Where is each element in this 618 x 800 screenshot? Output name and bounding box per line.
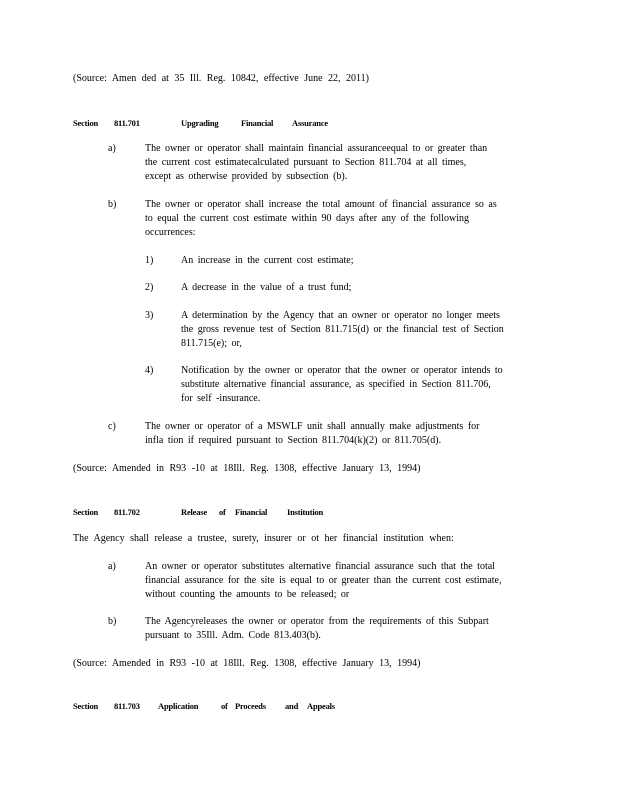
source-note-702: (Source: Amended in R93 -10 at 18Ill. Reg. 1308, effective January 13, 1994) bbox=[73, 658, 421, 669]
section-number: 811.703 bbox=[114, 701, 140, 711]
section-heading-811-702 bbox=[73, 506, 373, 518]
text-line: The owner or operator shall maintain financial assuranceequal to or greater than bbox=[145, 143, 488, 154]
item-label-1: 1) bbox=[145, 255, 154, 266]
section-label: Section bbox=[73, 118, 99, 128]
text-line: financial assurance for the site is equal to or greater than the current cost estimate, bbox=[145, 575, 502, 586]
section-heading-811-703 bbox=[73, 700, 373, 712]
text-line: An increase in the current cost estimate; bbox=[181, 255, 354, 266]
subsection-text-a bbox=[145, 560, 501, 602]
subsection-label-b: b) bbox=[108, 616, 117, 627]
text-line: An owner or operator substitutes alternative financial assurance such that the total bbox=[145, 561, 495, 572]
item-label-4: 4) bbox=[145, 365, 154, 376]
text-line: for self -insurance. bbox=[181, 393, 261, 404]
text-line: The Agencyreleases the owner or operator from the requirements of this Subpart bbox=[145, 616, 489, 627]
section-title-word: Proceeds bbox=[235, 701, 266, 711]
text-line: except as otherwise provided by subsection (b). bbox=[145, 171, 348, 182]
section-title-word: Financial bbox=[241, 118, 274, 128]
subsection-text-c bbox=[145, 420, 479, 448]
text-line: The owner or operator shall increase the total amount of financial assurance so as bbox=[145, 199, 497, 210]
source-note-top: (Source: Amen ded at 35 Ill. Reg. 10842, effective June 22, 2011) bbox=[73, 73, 369, 84]
subsection-label-a: a) bbox=[108, 561, 116, 572]
subsection-text-b bbox=[145, 198, 497, 240]
text-line: the current cost estimatecalculated pursuant to Section 811.704 at all times, bbox=[145, 157, 467, 168]
section-label: Section bbox=[73, 507, 99, 517]
section-heading-811-701 bbox=[73, 117, 373, 129]
text-line: without counting the amounts to be released; or bbox=[145, 589, 350, 600]
section-title-word: Institution bbox=[287, 507, 324, 517]
item-text-4 bbox=[181, 364, 503, 406]
text-line: A determination by the Agency that an owner or operator no longer meets bbox=[181, 310, 500, 321]
item-label-2: 2) bbox=[145, 282, 154, 293]
text-line: infla tion if required pursuant to Section 811.704(k)(2) or 811.705(d). bbox=[145, 435, 442, 446]
section-title-word: Upgrading bbox=[181, 118, 219, 128]
text-line: The owner or operator of a MSWLF unit shall annually make adjustments for bbox=[145, 421, 480, 432]
item-label-3: 3) bbox=[145, 310, 154, 321]
text-line: occurrences: bbox=[145, 227, 196, 238]
item-text-2 bbox=[181, 281, 351, 295]
subsection-text-a bbox=[145, 142, 487, 184]
item-text-1 bbox=[181, 254, 354, 268]
item-text-3 bbox=[181, 309, 504, 351]
section-number: 811.702 bbox=[114, 507, 140, 517]
subsection-label-c: c) bbox=[108, 421, 116, 432]
section-title-word: of bbox=[221, 701, 228, 711]
subsection-text-b bbox=[145, 615, 489, 643]
text-line: to equal the current cost estimate within 90 days after any of the following bbox=[145, 213, 469, 224]
section-title-word: Assurance bbox=[292, 118, 328, 128]
section-title-word: of bbox=[219, 507, 226, 517]
section-number: 811.701 bbox=[114, 118, 140, 128]
section-title-word: Appeals bbox=[307, 701, 335, 711]
subsection-label-a: a) bbox=[108, 143, 116, 154]
section-title-word: Application bbox=[158, 701, 199, 711]
text-line: pursuant to 35Ill. Adm. Code 813.403(b). bbox=[145, 630, 321, 641]
text-line: substitute alternative financial assurance, as specified in Section 811.706, bbox=[181, 379, 491, 390]
text-line: A decrease in the value of a trust fund; bbox=[181, 282, 352, 293]
text-line: the gross revenue test of Section 811.715(d) or the financial test of Section bbox=[181, 324, 504, 335]
text-line: 811.715(e); or, bbox=[181, 338, 242, 349]
section-702-intro: The Agency shall release a trustee, surety, insurer or ot her financial institution when: bbox=[73, 533, 454, 544]
section-title-word: Release bbox=[181, 507, 207, 517]
text-line: Notification by the owner or operator that the owner or operator intends to bbox=[181, 365, 503, 376]
section-title-word: Financial bbox=[235, 507, 268, 517]
source-note-701: (Source: Amended in R93 -10 at 18Ill. Reg. 1308, effective January 13, 1994) bbox=[73, 463, 421, 474]
section-label: Section bbox=[73, 701, 99, 711]
section-title-word: and bbox=[285, 701, 299, 711]
subsection-label-b: b) bbox=[108, 199, 117, 210]
